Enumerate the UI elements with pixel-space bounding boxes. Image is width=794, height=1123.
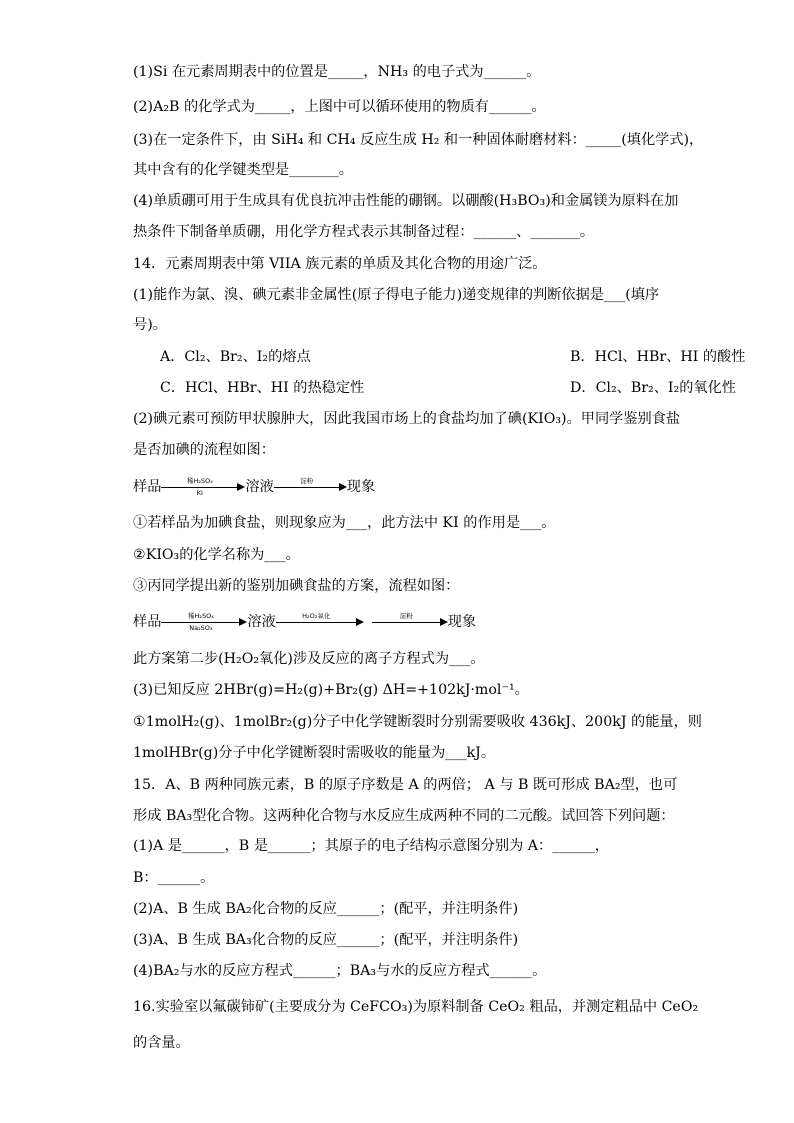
q15-part3: (3)A、B 生成 BA₃化合物的反应______；(配平，并注明条件) bbox=[133, 932, 519, 948]
q14-stem: 14．元素周期表中第 VIIA 族元素的单质及其化合物的用途广泛。 bbox=[133, 256, 547, 272]
arrow-head-icon bbox=[237, 483, 245, 491]
q13-part3: (3)在一定条件下，由 SiH₄ 和 CH₄ 反应生成 H₂ 和一种固体耐磨材料：_____(填化学式)， bbox=[133, 132, 704, 148]
arrow-head-icon bbox=[440, 618, 448, 626]
q14-part1: (1)能作为氯、溴、碘元素非金属性(原子得电子能力)递变规律的判断依据是___(填序 bbox=[133, 287, 660, 303]
q15-stem: 15．A、B 两种同族元素，B 的原子序数是 A 的两倍； A 与 B 既可形成 BA₂型，也可 bbox=[133, 777, 678, 793]
flow2-arrow-2 bbox=[276, 612, 364, 632]
flow2-arrow-3-reagent-top: 淀粉 bbox=[399, 612, 413, 620]
q15-part4: (4)BA₂与水的反应方程式______；BA₃与水的反应方程式______。 bbox=[133, 963, 547, 979]
q13-part3-cont: 其中含有的化学键类型是_______。 bbox=[133, 162, 353, 178]
flowchart-2 bbox=[133, 612, 476, 632]
arrow-head-icon bbox=[239, 618, 247, 626]
flow1-arrow-1-reagent-top: 稀H₂SO₄ bbox=[186, 477, 213, 485]
q15-part2: (2)A、B 生成 BA₂化合物的反应______；(配平，并注明条件) bbox=[133, 901, 519, 917]
option-c: C．HCl、HBr、HI 的热稳定性 bbox=[160, 380, 365, 396]
q14-part2-sub3: ③丙同学提出新的鉴别加碘食盐的方案，流程如图： bbox=[133, 578, 460, 594]
flow1-mid: 溶液 bbox=[245, 479, 274, 495]
flow2-arrow-1-reagent-bottom: Na₂SO₃ bbox=[189, 624, 213, 632]
q14-options-row1 bbox=[160, 347, 746, 367]
q13-part2: (2)A₂B 的化学式为_____，上图中可以循环使用的物质有______。 bbox=[133, 99, 546, 115]
flow2-end: 现象 bbox=[447, 614, 477, 630]
option-a: A．Cl₂、Br₂、I₂的熔点 bbox=[160, 349, 311, 365]
q14-part3-sub1-cont: 1molHBr(g)分子中化学键断裂时需吸收的能量为___kJ。 bbox=[133, 745, 496, 761]
q13-part1: (1)Si 在元素周期表中的位置是_____，NH₃ 的电子式为______。 bbox=[133, 64, 541, 80]
q14-part2-sub1: ①若样品为加碘食盐，则现象应为___，此方法中 KI 的作用是___。 bbox=[133, 515, 556, 531]
option-d: D．Cl₂、Br₂、I₂的氧化性 bbox=[570, 380, 736, 396]
q14-part3-sub1: ①1molH₂(g)、1molBr₂(g)分子中化学键断裂时分别需要吸收 436kJ、200kJ 的能量，则 bbox=[133, 714, 702, 730]
flowchart-1 bbox=[133, 477, 375, 497]
q14-part2-cont: 是否加碘的流程如图： bbox=[133, 442, 275, 458]
option-b: B．HCl、HBr、HI 的酸性 bbox=[570, 349, 746, 365]
q16-stem-cont: 的含量。 bbox=[133, 1035, 190, 1051]
flow1-arrow-1-reagent-bottom: KI bbox=[196, 489, 203, 497]
q14-part2-sub3-cont: 此方案第二步(H₂O₂氧化)涉及反应的离子方程式为___。 bbox=[133, 651, 485, 667]
flow2-arrow-1-reagent-top: 稀H₂SO₄ bbox=[187, 612, 214, 620]
q14-part2: (2)碘元素可预防甲状腺肿大，因此我国市场上的食盐均加了碘(KIO₃)。甲同学鉴别食盐 bbox=[133, 411, 681, 427]
q15-part1: (1)A 是______，B 是______；其原子的电子结构示意图分别为 A：______， bbox=[133, 838, 609, 854]
flow2-mid: 溶液 bbox=[247, 614, 276, 630]
flow2-start: 样品 bbox=[133, 614, 162, 630]
flow2-arrow-1 bbox=[161, 612, 247, 632]
q13-part4-cont: 热条件下制备单质硼，用化学方程式表示其制备过程：______、_______。 bbox=[133, 224, 595, 240]
flow1-arrow-2 bbox=[274, 477, 347, 497]
flow1-start: 样品 bbox=[133, 479, 162, 495]
q16-stem: 16.实验室以氟碳铈矿(主要成分为 CeFCO₃)为原料制备 CeO₂ 粗品，并测定粗品中 CeO₂ bbox=[133, 999, 699, 1015]
flow1-arrow-2-reagent-top: 淀粉 bbox=[300, 477, 314, 485]
q14-part2-sub2: ②KIO₃的化学名称为___。 bbox=[133, 547, 300, 563]
q14-part1-cont: 号)。 bbox=[133, 317, 167, 333]
arrow-head-icon bbox=[339, 483, 347, 491]
flow1-arrow-1 bbox=[161, 477, 245, 497]
q15-stem-cont: 形成 BA₃型化合物。这两种化合物与水反应生成两种不同的二元酸。试回答下列问题： bbox=[133, 808, 675, 824]
flow2-arrow-3 bbox=[372, 612, 448, 632]
q15-part1-cont: B：______。 bbox=[133, 870, 215, 886]
flow1-end: 现象 bbox=[346, 479, 376, 495]
q14-options-row2 bbox=[160, 378, 736, 398]
arrow-head-icon bbox=[356, 618, 364, 626]
q14-part3: (3)已知反应 2HBr(g)=H₂(g)+Br₂(g) ΔH=+102kJ·mol⁻¹。 bbox=[133, 682, 529, 698]
flow2-arrow-2-reagent-top: H₂O₂氧化 bbox=[302, 612, 331, 620]
q13-part4: (4)单质硼可用于生成具有优良抗冲击性能的硼钢。以硼酸(H₃BO₃)和金属镁为原料在加 bbox=[133, 193, 679, 209]
